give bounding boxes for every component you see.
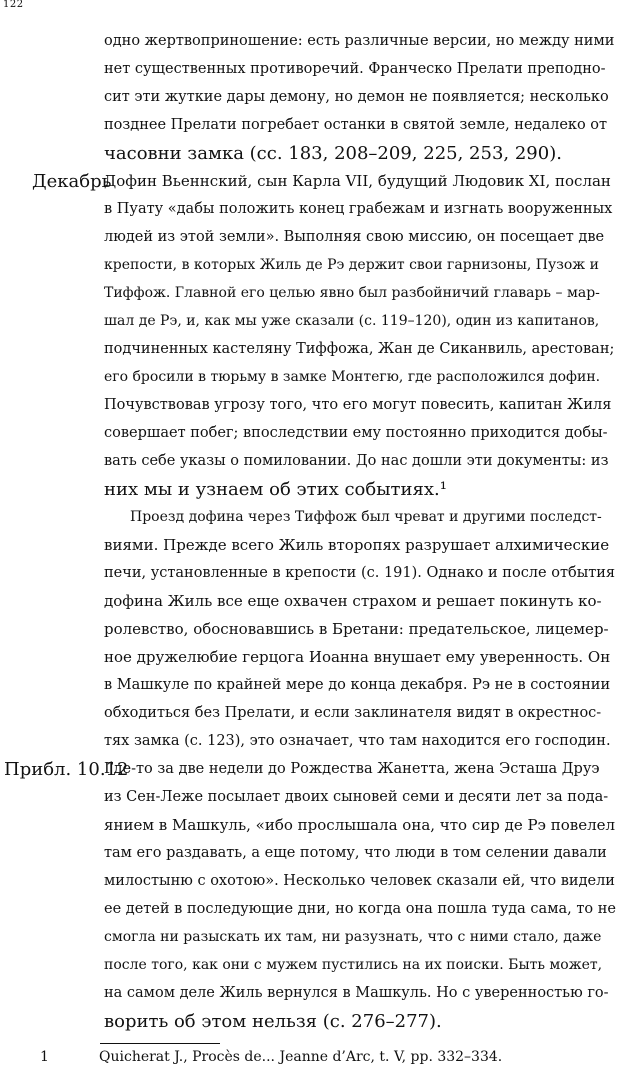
text-line: после того, как они с мужем пустились на их поиски. Быть может, <box>104 957 603 973</box>
text-line: них мы и узнаем об этих событиях.¹ <box>104 479 447 500</box>
text-line: вать себе указы о помиловании. До нас дошли эти документы: из <box>104 453 609 469</box>
text-line: Дофин Вьеннский, сын Карла VII, будущий Людовик XI, послан <box>104 172 611 190</box>
text-line: его бросили в тюрьму в замке Монтегю, где расположился дофин. <box>104 369 601 385</box>
text-line: ее детей в последующие дни, но когда она пошла туда сама, то не <box>104 901 616 917</box>
text-line: из Сен-Леже посылает двоих сыновей семи и десяти лет за пода- <box>104 789 609 805</box>
text-line: янием в Машкуль, «ибо прослышала она, что сир де Рэ повелел <box>104 816 616 834</box>
text-line: шал де Рэ, и, как мы уже сказали (с. 119–120), один из капитанов, <box>104 313 600 329</box>
text-line: смогла ни разыскать их там, ни разузнать, что с ними стало, даже <box>104 929 602 945</box>
footnote <box>40 1049 502 1065</box>
text-line: в Машкуле по крайней мере до конца декабря. Рэ не в состоянии <box>104 677 611 693</box>
date-label-december: Декабрь <box>32 171 112 192</box>
text-line: Почувствовав угрозу того, что его могут повесить, капитан Жиля <box>104 397 612 413</box>
text-line: виями. Прежде всего Жиль второпях разрушает алхимические <box>104 536 610 554</box>
text-line: сит эти жуткие дары демону, но демон не появляется; несколько <box>104 89 609 105</box>
text-line: Где-то за две недели до Рождества Жанетта, жена Эсташа Друэ <box>104 761 600 777</box>
text-line: одно жертвоприношение: есть различные версии, но между ними <box>104 33 615 49</box>
footnote-rule <box>100 1043 220 1044</box>
text-line: на самом деле Жиль вернулся в Машкуль. Но с уверенностью го- <box>104 985 609 1001</box>
text-line: людей из этой земли». Выполняя свою миссию, он посещает две <box>104 229 605 245</box>
page-number: 122 <box>3 0 24 10</box>
text-line: крепости, в которых Жиль де Рэ держит свои гарнизоны, Пузож и <box>104 257 599 273</box>
text-line: там его раздавать, а еще потому, что люди в том селении давали <box>104 845 607 861</box>
text-line: печи, установленные в крепости (с. 191). Однако и после отбытия <box>104 565 616 581</box>
text-line: Тиффож. Главной его целью явно был разбойничий главарь – мар- <box>104 285 600 301</box>
text-line: в Пуату «дабы положить конец грабежам и изгнать вооруженных <box>104 201 613 217</box>
text-line: ное дружелюбие герцога Иоанна внушает ему уверенность. Он <box>104 648 611 666</box>
text-line: милостыню с охотою». Несколько человек сказали ей, что видели <box>104 873 615 889</box>
text-line: нет существенных противоречий. Франческо Прелати преподно- <box>104 61 606 77</box>
text-line: Проезд дофина через Тиффож был чреват и другими последст- <box>130 509 602 525</box>
text-line: дофина Жиль все еще охвачен страхом и решает покинуть ко- <box>104 592 602 610</box>
text-line: тях замка (с. 123), это означает, что там находится его господин. <box>104 733 611 749</box>
text-line: ворить об этом нельзя (с. 276–277). <box>104 1011 442 1032</box>
text-line: совершает побег; впоследствии ему постоянно приходится добы- <box>104 425 608 441</box>
footnote-number: 1 <box>40 1049 49 1065</box>
text-line: ролевство, обосновавшись в Бретани: предательское, лицемер- <box>104 620 609 638</box>
date-label-approx: Прибл. 10.12 <box>4 759 129 780</box>
text-line: подчиненных кастеляну Тиффожа, Жан де Сиканвиль, арестован; <box>104 341 615 357</box>
footnote-text: Quicherat J., Procès de... Jeanne d’Arc, t. V, pp. 332–334. <box>99 1049 503 1065</box>
text-line: обходиться без Прелати, и если заклинателя видят в окрестнос- <box>104 705 602 721</box>
text-line: часовни замка (сс. 183, 208–209, 225, 253, 290). <box>104 143 562 164</box>
text-line: позднее Прелати погребает останки в святой земле, недалеко от <box>104 117 608 133</box>
